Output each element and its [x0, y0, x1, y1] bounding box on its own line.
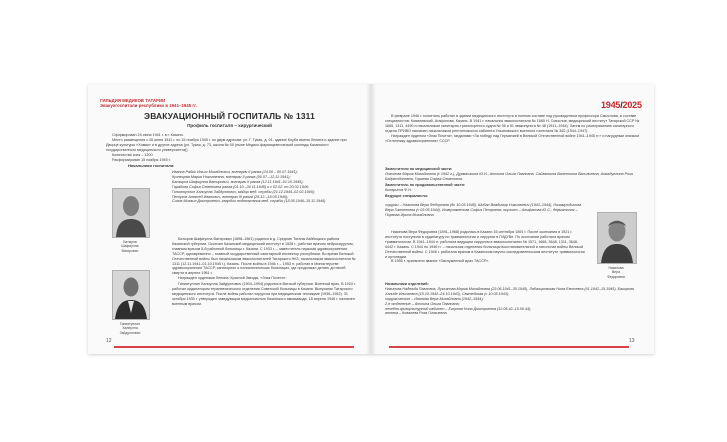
bio-paragraph: Батыров Шафиулла Ватирович (1898–1961) родился в д. Средние Тиганы Кайбицкого района Казанской губернии. Окончил Казанский медицинский институт в 1928 г., работал врачом нейрохирургом, главным врачом 5-й районной больницы г. Казани. С 1933 г. – заместитель наркома здравоохранения ТАССР, одновременно – главный государственный санитарный инспектор республики. Во время Великой Отечественной войны был начальником эвакогоспиталей Татарского НКЗ, начальником эвакогоспиталя № 1311 (12.11.1941–01.10.1945 г.), Казань. После войны в 1946 г. – 1953 гг. работал в Министерстве здравоохранения ТАССР, санаториях и поликлинических больницах, где продолжал делать до своей смерти в апреле 1961 г. [172, 237, 356, 276]
bio-paragraph: Гиниятуллин Халиулла Зайдуллович (1904–1994) родился в Вятской губернии. Военный врач. В 1924 г. работал ординатором терапевтического отделения Советской больницы в Казани. Выпускник Татарского медицинского института. После войны работал хирургом при медицинском техникуме (1936–1952). 31 октября 1935 г. утвержден заведующим медсанчастью Казанского авиазавода, 18 апреля 1946 г. назначен военным врачом. [172, 282, 356, 306]
anniversary-logo: 1945/2025 [601, 100, 642, 110]
departments-block [385, 282, 641, 316]
bio-paragraph: Назипова Вера Федоровна (1891–1968) родилась в Казани 16 сентября 1891 г. После окончания в 1921 г. института поступила в ординатуру по травматологии и хирургии в ГИДУВе. По окончании работала врачом травматологом. В 1941–1944 гг. работала ведущим хирургом в эвакогоспиталях № 1571, 1668, 3648, 1311, 3648, 4442 г. Казань. С 1944 по 1946 гг. – начальник отделения больницы восстановительной и патологии войны Великой Отечественной войны. С 1946 г. работала врачом в Казанском научно-исследовательском институте травматологии и ортопедии. [385, 230, 585, 259]
portrait-caption-3: Назипова Вера Федоровна [607, 266, 625, 279]
header-line-1: ГИЛЬДИЯ МЕДИКОВ ТАТАРИИ [100, 98, 166, 103]
footer-rule [389, 346, 629, 348]
paragraph: В феврале 1946 г. госпиталь работал в здании медицинского института в полном составе под руководством профессора Смыслова, в составе специалистов: Ковалевский, Агафонова, Казань. В 1941 г. начальник эвакогоспиталя № 1665 Н. Смыслов, медицинский институт Татарской ССР № 1665, 1311, 4490 и начальником санитарно-транспортного судна № 36 и 51 эвакопункта № 48 (1941–1944). Затем по распоряжению санитарного отдела ПРИВО назначен начальником рентгеновского кабинета Ульяновского военного госпиталя № 362 (1944–1947). [385, 114, 640, 133]
portrait-caption-2: Гиниятуллин Халиулла Зайдуллович [119, 322, 141, 335]
page-number: 13 [629, 338, 635, 344]
list-item: аптека – Ковалева Роза Гимзиевна. [385, 311, 448, 316]
section-heading: Заместители по медицинской части: [385, 167, 453, 171]
right-page [371, 84, 654, 354]
page-subtitle: Профиль госпиталя – хирургический [187, 123, 272, 128]
intro-block [106, 133, 356, 162]
portrait-photo-1 [112, 188, 150, 238]
portrait-photo-2 [112, 270, 150, 320]
intro-line: Расформирован 15 ноября 1945 г. [112, 157, 171, 162]
section-heading: Ведущие специалисты: [385, 193, 429, 198]
header-line-2: Эвакуогоспитали республики в 1941–1945 гг. [100, 103, 197, 108]
leading-text [385, 203, 585, 218]
portrait-photo-3 [597, 212, 637, 264]
bio-block-1 [172, 237, 357, 307]
heads-title: Начальники госпиталя: [128, 163, 175, 168]
list-item: Гарайова Софья Семеновна ранга (01.10.–30.11.1945) и с 02.02. по 20.02.1946; [172, 184, 309, 189]
book-spread [88, 84, 654, 354]
heads-list [172, 170, 357, 204]
bio-award: В 1956 г. присвоено звание «Заслуженный врач ТАССР». [391, 259, 490, 264]
portrait-caption-1: Батыров Шафиулла Ватирович [121, 240, 139, 253]
section-heading: Заместитель по продовольственной части: [385, 182, 466, 187]
paragraph: Назипова Надежда Павловна, Лукьянова Мария Михайловна (23.06.1941–30.1945), Лабазировская Нина Евстевна (01.1942–15.1945), Бакирова Халиде Ильнаевна (15.10.1942–24.10.1943), Святейская (с 10.05.1943); [385, 286, 634, 296]
list-item: лечебно-физкультурный кабинет – Егорова Нина Дмитриевна (12.05.42–15.06.44); [385, 306, 532, 311]
page-title: ЭВАКУАЦИОННЫЙ ГОСПИТАЛЬ № 1311 [144, 111, 315, 121]
top-text-block [385, 114, 641, 143]
paragraph: хирурги – Назипова Вера Федоровна (до 10.03.1948), Шибан Владимир Николаевич (1943–1944), Низамутдинова Вера Гимченовна (с 03.05.1944), Ишмухаметова Софья Петровна; окулист – Алифанова Ю.С., дерматолог – Пирвова Ирина Михайловна. [385, 203, 582, 217]
left-page [88, 84, 371, 354]
list-item: 2-е отделение – Анохина Ольга Павловна; [385, 301, 460, 306]
list-item: хирургическое – Иванова Вера Михайловна (1942–1944); [385, 296, 484, 301]
list-item: Кузнецова Мария Николаевна, военврач II ранга (00.07.–12.11.1941); [172, 174, 291, 179]
intro-line: Место размещения с 26 июня 1941 г. по 15 ноября 1945 г. по двум адресам: ул. Г. Тукая, д. 91, здание Клуба имени Ленина и здание при Дворце культуры «Химик» и в другие адреса (ул. Тукая, д. 73, школа № 00 (ныне Медико-фармацевтический колледж Казанского государственного медицинского университета)). [106, 137, 347, 152]
award-line: Награжден орденом «Знак Почета», медалями «За победу над Германией в Великой Отечественной войне 1941–1945 гг.» и нагрудным значком «Отличнику здравоохранения» СССР. [385, 133, 639, 143]
list-item: Батыров Шафиулла Ватирович, военврач II ранга (12.11.1941–01.10.1945); [172, 179, 304, 184]
footer-rule [114, 346, 354, 348]
list-item: Петухов Алексей Иванович, военврач III ранга (25.12.–15.05.1946); [172, 194, 289, 199]
running-header [100, 98, 197, 108]
staff-block [385, 167, 641, 198]
bio-award: Награжден орденами Ленина, Красной Звезды, «Знак Почета». [178, 276, 287, 281]
bio-block [385, 230, 585, 264]
page-number: 12 [106, 338, 112, 344]
list-item: Иванов Райко Ильич Михайлович, военврач II ранга (24.06 – 00.07.1941); [172, 170, 298, 174]
book-gutter [366, 84, 376, 354]
intro-line: Сформирован 24 июня 1941 г. в г. Казани. [112, 133, 184, 137]
list-item: Гиниятуллин Халиулла Зайдуллович, майор мед. службы (21.12.1945–02.02.1946); [172, 189, 315, 194]
section-heading: Начальники отделений: [385, 282, 429, 286]
intro-line: Количество коек – 1200. [112, 152, 154, 157]
paragraph: Кипарисов Ф.Н. [385, 187, 412, 192]
paragraph: Локонова Мария Михайловна (с 1942 г.), Дурмашкина Ю.И., Анохина Ольга Павловна, Сайганкина Валентина Васильевна, Ахмадуллина Роза Бадретдиновна, Гараева Софья Семеновна. [385, 171, 633, 181]
list-item: Сизов Михаил Дмитриевич, гвардии подполковник мед. службы (15.05.1946–15.11.1946). [172, 199, 327, 204]
